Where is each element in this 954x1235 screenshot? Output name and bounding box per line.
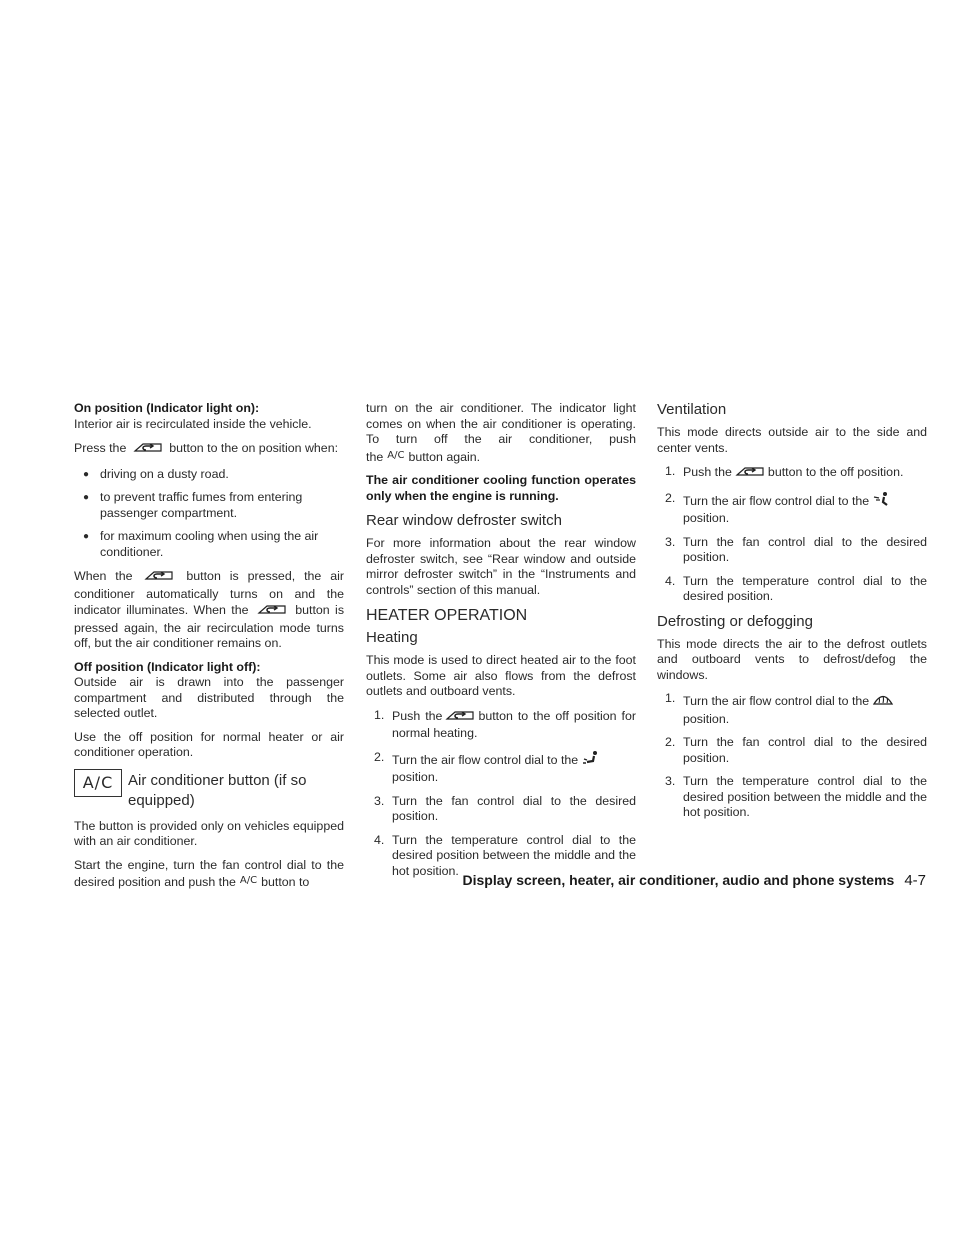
- rear-defroster-text: For more information about the rear window defroster switch, see “Rear window and outside mirror defroster switch” in the “Instruments and controls” section of this manual.: [366, 536, 636, 597]
- list-item: 4. Turn the temperature control dial to the desired position between the middle and the hot position.: [374, 832, 636, 878]
- bullet-list: [74, 467, 344, 561]
- ac-section-title: Air conditioner button (if so equipped): [128, 771, 307, 809]
- face-vent-icon: [872, 491, 890, 512]
- list-item: 3. Turn the temperature control dial to the desired position between the middle and the hot position.: [665, 774, 927, 819]
- page-footer: [463, 872, 927, 889]
- heating-heading: Heating: [366, 629, 418, 646]
- column-2: [366, 401, 636, 887]
- list-item: 2. Turn the air flow control dial to the position.: [366, 750, 636, 786]
- list-item: 4. Turn the temperature control dial to the desired position.: [665, 573, 927, 603]
- section-title: Display screen, heater, air conditioner, audio and phone systems: [462, 872, 895, 888]
- defrosting-text: This mode directs the air to the defrost outlets and outboard vents to defrost/defog the windows.: [657, 636, 927, 682]
- ventilation-heading: Ventilation: [657, 401, 727, 418]
- ac-section-header: [74, 769, 344, 811]
- column-1: [74, 401, 344, 899]
- heating-steps: [366, 708, 636, 880]
- list-item: 1. Push the button to the off position for normal heating.: [374, 707, 636, 740]
- press-paragraph: Press the button to the on position when:: [74, 440, 344, 459]
- column-3: [657, 401, 927, 829]
- when-paragraph: When the button is pressed, the air conditioner automatically turns on and the indicator illuminates. When the button is pressed again, the air recirculation mode turns off, but the air conditioner remains on.: [74, 569, 345, 650]
- ac-inline-icon: A/C: [239, 875, 258, 886]
- list-item: 3. Turn the fan control dial to the desired position.: [374, 793, 636, 823]
- defrosting-steps: [657, 691, 927, 821]
- air-recirculation-icon: [144, 568, 174, 587]
- list-item: ● for maximum cooling when using the air conditioner.: [83, 529, 319, 559]
- list-item: 1. Push the button to the off position.: [657, 464, 927, 483]
- ventilation-text: This mode directs outside air to the side and center vents.: [657, 425, 927, 455]
- air-recirculation-icon: [735, 464, 765, 483]
- list-item: 2. Turn the fan control dial to the desired position.: [665, 735, 927, 765]
- defrosting-heading: Defrosting or defogging: [657, 612, 813, 630]
- on-position-heading: On position (Indicator light on):: [74, 401, 260, 415]
- air-recirculation-icon: [445, 708, 475, 727]
- heating-text: This mode is used to direct heated air to the foot outlets. Some air also flows from the defrost outlets and outboard vents.: [366, 653, 636, 698]
- off-position-text: Outside air is drawn into the passenger compartment and distributed through the selected outlet.: [74, 675, 344, 720]
- start-engine-text: Start the engine, turn the fan control dial to the desired position and push the $^{A/C}$ button to: [74, 857, 344, 889]
- ac-button-icon: A/C: [74, 769, 122, 797]
- list-item: ● to prevent traffic fumes from entering passenger compartment.: [83, 490, 303, 520]
- list-item: ● driving on a dusty road.: [83, 466, 229, 481]
- air-recirculation-icon: [257, 602, 287, 621]
- ac-provided-text: The button is provided only on vehicles equipped with an air conditioner.: [74, 818, 344, 848]
- list-item: 2. Turn the air flow control dial to the position.: [657, 491, 927, 527]
- engine-note: The air conditioner cooling function operates only when the engine is running.: [366, 473, 636, 503]
- defrost-icon: [872, 691, 894, 712]
- foot-outlet-icon: [581, 750, 601, 771]
- off-position-heading: Off position (Indicator light off):: [74, 659, 261, 674]
- list-item: 1. Turn the air flow control dial to the position.: [657, 691, 927, 727]
- on-position-text: Interior air is recirculated inside the vehicle.: [74, 416, 312, 431]
- ventilation-steps: [657, 464, 927, 605]
- use-off-text: Use the off position for normal heater or air conditioner operation.: [74, 729, 344, 759]
- ac-inline-icon: A/C: [387, 449, 405, 461]
- ac-continued-text: turn on the air conditioner. The indicator light comes on when the air conditioner is operating. To turn off the air conditioner, push the $^{A/C}$ button again.: [366, 401, 636, 464]
- list-item: 3. Turn the fan control dial to the desired position.: [665, 534, 927, 564]
- rear-defroster-heading: Rear window defroster switch: [366, 512, 562, 529]
- heater-operation-heading: HEATER OPERATION: [366, 607, 528, 624]
- air-recirculation-icon: [133, 440, 163, 459]
- page-number: 4-7: [904, 872, 926, 889]
